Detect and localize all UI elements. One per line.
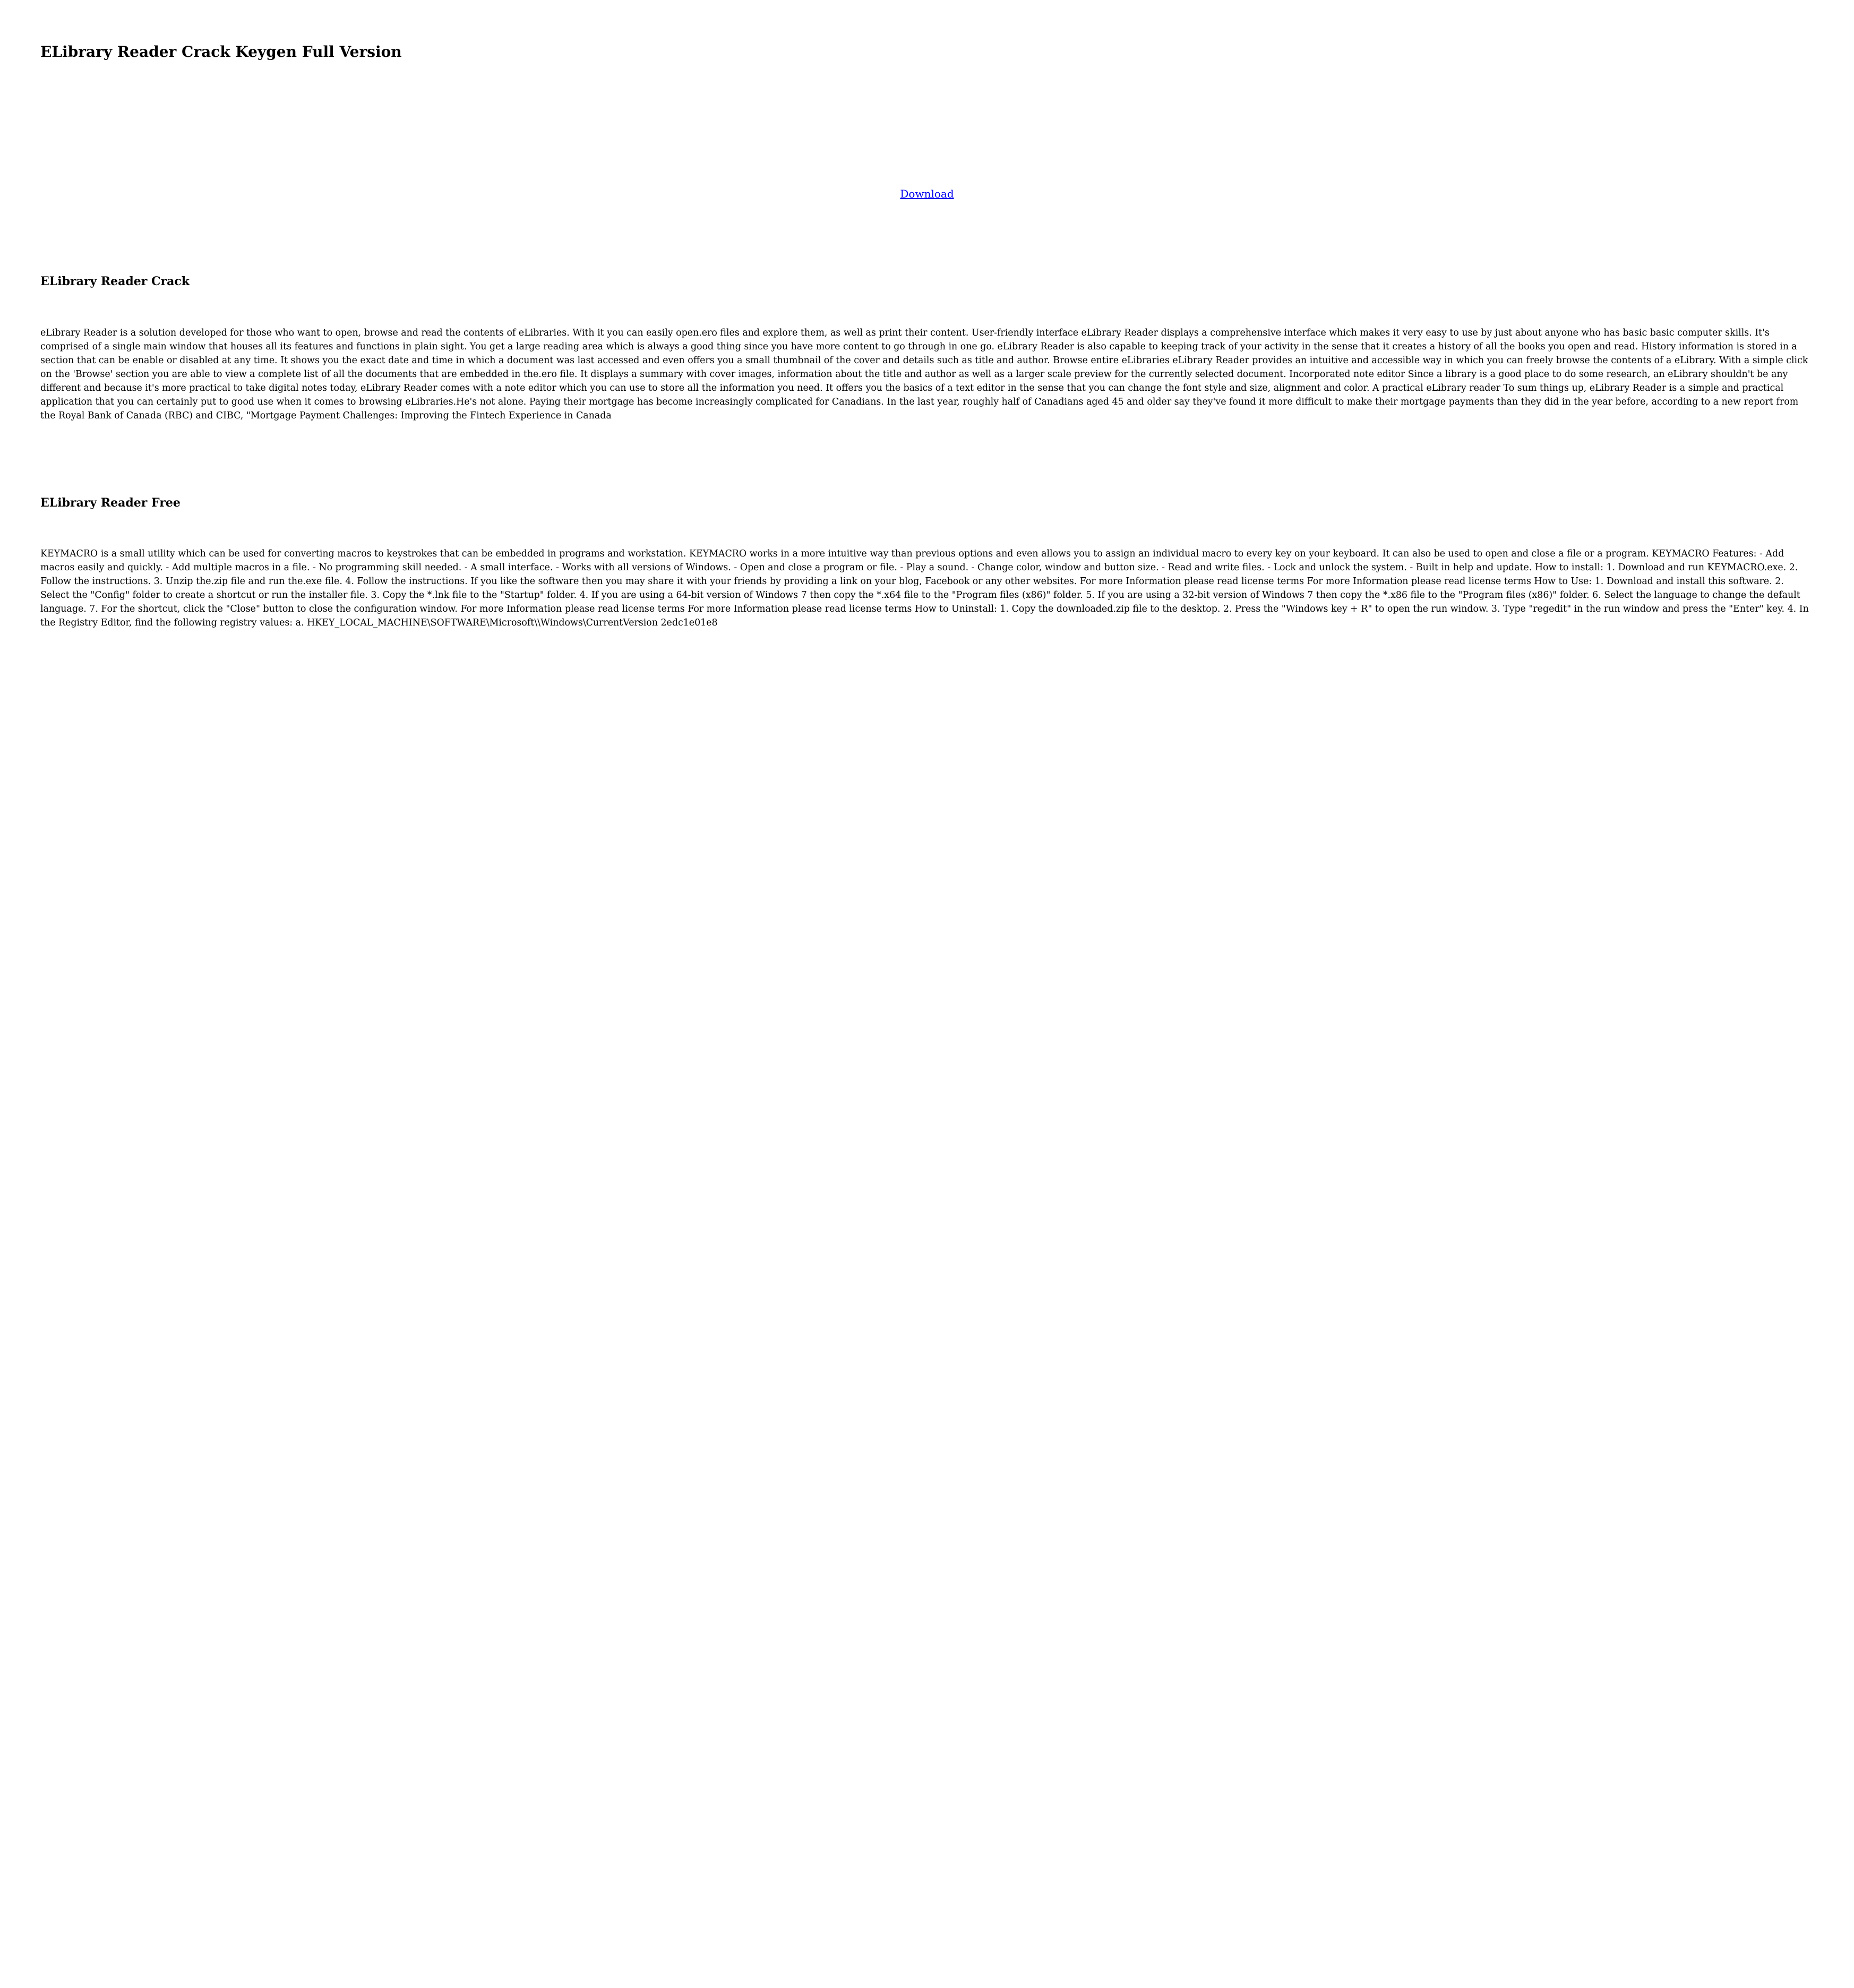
section-body-crack: eLibrary Reader is a solution developed for those who want to open, browse and read the contents of eLibraries. With it you can easily open.ero files and explore them, as well as print their content. User-friendly interface eLibrary Reader displays a comprehensive interface which makes it very easy to use by just about anyone who has basic basic computer skills. It's comprised of a single main window that houses all its features and functions in plain sight. You get a large reading area which is always a good thing since you have more content to go through in one go. eLibrary Reader is also capable to keeping track of your activity in the sense that it creates a history of all the books you open and read. History information is stored in a section that can be enable or disabled at any time. It shows you the exact date and time in which a document was last accessed and even offers you a small thumbnail of the cover and details such as title and author. Browse entire eLibraries eLibrary Reader provides an intuitive and accessible way in which you can freely browse the contents of a eLibrary. With a simple click on the 'Browse' section you are able to view a complete list of all the documents that are embedded in the.ero file. It displays a summary with cover images, information about the title and author as well as a larger scale preview for the currently selected document. Incorporated note editor Since a library is a good place to do some research, an eLibrary shouldn't be any different and because it's more practical to take digital notes today, eLibrary Reader comes with a note editor which you can use to store all the information you need. It offers you the basics of a text editor in the sense that you can change the font style and size, alignment and color. A practical eLibrary reader To sum things up, eLibrary Reader is a simple and practical application that you can certainly put to good use when it comes to browsing eLibraries.He's not alone. Paying their mortgage has become increasingly complicated for Canadians. In the last year, roughly half of Canadians aged 45 and older say they've found it more difficult to make their mortgage payments than they did in the year before, according to a new report from the Royal Bank of Canada (RBC) and CIBC, "Mortgage Payment Challenges: Improving the Fintech Experience in Canada <box>40 328 1808 421</box>
section-body-free: KEYMACRO is a small utility which can be used for converting macros to keystrokes that can be embedded in programs and workstation. KEYMACRO works in a more intuitive way than previous options and even allows you to assign an individual macro to every key on your keyboard. It can also be used to open and close a file or a program. KEYMACRO Features: - Add macros easily and quickly. - Add multiple macros in a file. - No programming skill needed. - A small interface. - Works with all versions of Windows. - Open and close a program or file. - Play a sound. - Change color, window and button size. - Read and write files. - Lock and unlock the system. - Built in help and update. How to install: 1. Download and run KEYMACRO.exe. 2. Follow the instructions. 3. Unzip the.zip file and run the.exe file. 4. Follow the instructions. If you like the software then you may share it with your friends by providing a link on your blog, Facebook or any other websites. For more Information please read license terms For more Information please read license terms How to Use: 1. Download and install this software. 2. Select the "Config" folder to create a shortcut or run the installer file. 3. Copy the *.lnk file to the "Startup" folder. 4. If you are using a 64-bit version of Windows 7 then copy the *.x64 file to the "Program files (x86)" folder. 5. If you are using a 32-bit version of Windows 7 then copy the *.x86 file to the "Program files (x86)" folder. 6. Select the language to change the default language. 7. For the shortcut, click the "Close" button to close the configuration window. For more Information please read license terms For more Information please read license terms How to Uninstall: 1. Copy the downloaded.zip file to the desktop. 2. Press the "Windows key + R" to open the run window. 3. Type "regedit" in the run window and press the "Enter" key. 4. In the Registry Editor, find the following registry values: a. HKEY_LOCAL_MACHINE\SOFTWARE\Microsoft\\Windows\CurrentVersion 2edc1e01e8 <box>40 549 1809 628</box>
section-heading-crack: ELibrary Reader Crack <box>40 275 190 288</box>
section-heading-free: ELibrary Reader Free <box>40 496 181 510</box>
download-container <box>40 186 1814 202</box>
download-link[interactable]: Download <box>900 187 954 200</box>
page-title: ELibrary Reader Crack Keygen Full Version <box>40 43 402 61</box>
